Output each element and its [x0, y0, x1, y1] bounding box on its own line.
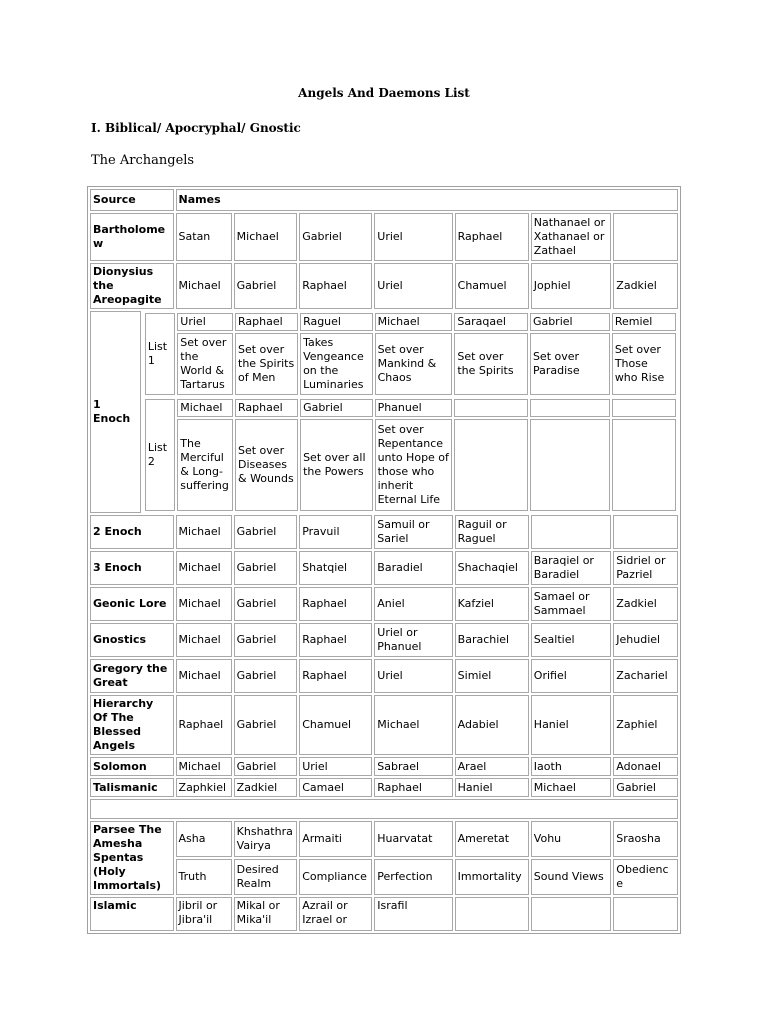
name-cell: Armaiti — [299, 821, 372, 857]
name-cell: Remiel — [612, 313, 676, 331]
name-cell: Gabriel — [300, 399, 373, 417]
name-cell: Gabriel — [234, 659, 298, 693]
name-cell: Michael — [234, 213, 298, 261]
table-row — [90, 213, 678, 261]
name-cell: Raphael — [299, 263, 372, 309]
role-cell: Set over Repentance unto Hope of those who inherit Eternal Life — [375, 419, 453, 511]
role-cell: Takes Vengeance on the Luminaries — [300, 333, 373, 395]
name-cell: Gabriel — [530, 313, 610, 331]
source-cell: Gregory the Great — [90, 659, 174, 693]
table-row — [90, 897, 678, 931]
name-cell: Gabriel — [234, 695, 298, 755]
name-cell: Michael — [176, 551, 232, 585]
name-cell: Haniel — [531, 695, 612, 755]
table-header-row — [90, 189, 678, 211]
name-cell: Kafziel — [455, 587, 529, 621]
name-cell — [454, 399, 528, 417]
name-cell — [612, 399, 676, 417]
spacer-cell — [90, 799, 678, 819]
name-cell: Chamuel — [455, 263, 529, 309]
name-cell: Iaoth — [531, 757, 612, 776]
name-cell: Uriel — [177, 313, 233, 331]
name-cell: Shatqiel — [299, 551, 372, 585]
subsection-heading: The Archangels — [91, 153, 195, 168]
parsee-meanings-row — [90, 859, 678, 895]
name-cell: Michael — [176, 757, 232, 776]
list2-roles-row — [145, 419, 676, 511]
list2-names-row — [145, 399, 676, 417]
enoch1-list2-table — [143, 397, 678, 513]
name-cell: Sabrael — [374, 757, 452, 776]
name-cell: Michael — [375, 313, 453, 331]
name-cell: Camael — [299, 778, 372, 797]
name-cell: Raphael — [299, 659, 372, 693]
table-row — [90, 263, 678, 309]
role-cell: Set over the Spirits of Men — [235, 333, 298, 395]
name-cell: Michael — [176, 587, 232, 621]
name-cell: Vohu — [531, 821, 612, 857]
list1-names-row — [145, 313, 676, 331]
name-cell: Raphael — [176, 695, 232, 755]
meaning-cell: Truth — [176, 859, 232, 895]
list1-roles-row — [145, 333, 676, 395]
meaning-cell: Desired Realm — [234, 859, 298, 895]
name-cell: Uriel — [374, 213, 452, 261]
name-cell: Uriel — [374, 263, 452, 309]
role-cell: Set over all the Powers — [300, 419, 373, 511]
name-cell: Raguel — [300, 313, 373, 331]
name-cell: Khshathra Vairya — [234, 821, 298, 857]
name-cell — [613, 213, 678, 261]
name-cell: Mikal or Mika'il — [234, 897, 298, 931]
name-cell: Michael — [374, 695, 452, 755]
name-cell: Samuil or Sariel — [374, 515, 452, 549]
source-cell: Geonic Lore — [90, 587, 174, 621]
name-cell: Haniel — [455, 778, 529, 797]
name-cell: Zadkiel — [234, 778, 298, 797]
name-cell: Zaphkiel — [176, 778, 232, 797]
source-cell: Talismanic — [90, 778, 174, 797]
role-cell — [530, 419, 610, 511]
name-cell: Uriel or Phanuel — [374, 623, 452, 657]
source-cell: Bartholomew — [90, 213, 174, 261]
name-cell: Raguil or Raguel — [455, 515, 529, 549]
source-cell: Parsee The Amesha Spentas (Holy Immortals) — [90, 821, 174, 895]
name-cell: Zadkiel — [613, 263, 678, 309]
name-cell: Baradiel — [374, 551, 452, 585]
name-cell: Adabiel — [455, 695, 529, 755]
name-cell: Pravuil — [299, 515, 372, 549]
name-cell: Gabriel — [234, 587, 298, 621]
name-cell: Adonael — [613, 757, 678, 776]
name-cell — [613, 515, 678, 549]
name-cell: Sealtiel — [531, 623, 612, 657]
name-cell: Gabriel — [613, 778, 678, 797]
name-cell: Aniel — [374, 587, 452, 621]
source-cell: 2 Enoch — [90, 515, 174, 549]
name-cell: Michael — [176, 263, 232, 309]
role-cell: Set over Diseases & Wounds — [235, 419, 298, 511]
name-cell — [531, 897, 612, 931]
name-cell: Raphael — [299, 587, 372, 621]
name-cell: Michael — [177, 399, 233, 417]
name-cell: Gabriel — [299, 213, 372, 261]
name-cell: Samael or Sammael — [531, 587, 612, 621]
meaning-cell: Perfection — [374, 859, 452, 895]
name-cell: Arael — [455, 757, 529, 776]
name-cell: Chamuel — [299, 695, 372, 755]
list-label: List 2 — [145, 399, 175, 511]
name-cell: Raphael — [235, 313, 298, 331]
source-cell: Solomon — [90, 757, 174, 776]
source-header: Source — [90, 189, 174, 211]
name-cell: Baraqiel or Baradiel — [531, 551, 612, 585]
name-cell: Michael — [176, 623, 232, 657]
role-cell: Set over the Spirits — [454, 333, 528, 395]
role-cell: Set over Paradise — [530, 333, 610, 395]
name-cell: Raphael — [299, 623, 372, 657]
name-cell: Michael — [176, 515, 232, 549]
name-cell — [531, 515, 612, 549]
name-cell: Huarvatat — [374, 821, 452, 857]
name-cell: Nathanael or Xathanael or Zathael — [531, 213, 612, 261]
document-title: Angels And Daemons List — [298, 86, 470, 100]
enoch1-list1-table — [143, 311, 678, 397]
name-cell: Michael — [176, 659, 232, 693]
spacer-row — [90, 799, 678, 819]
table-row — [90, 515, 678, 549]
name-cell: Jehudiel — [613, 623, 678, 657]
names-header: Names — [176, 189, 678, 211]
source-cell: Islamic — [90, 897, 174, 931]
name-cell — [455, 897, 529, 931]
parsee-names-row — [90, 821, 678, 857]
name-cell: Uriel — [299, 757, 372, 776]
table-row — [90, 551, 678, 585]
name-cell — [613, 897, 678, 931]
name-cell: Zaphiel — [613, 695, 678, 755]
role-cell: The Merciful & Long-suffering — [177, 419, 233, 511]
name-cell: Satan — [176, 213, 232, 261]
table-row — [90, 778, 678, 797]
source-cell: Hierarchy Of The Blessed Angels — [90, 695, 174, 755]
name-cell: Gabriel — [234, 263, 298, 309]
name-cell: Gabriel — [234, 757, 298, 776]
name-cell: Phanuel — [375, 399, 453, 417]
name-cell: Zadkiel — [613, 587, 678, 621]
name-cell: Sraosha — [613, 821, 678, 857]
name-cell: Israfil — [374, 897, 452, 931]
meaning-cell: Sound Views — [531, 859, 612, 895]
name-cell: Orifiel — [531, 659, 612, 693]
list-label: List 1 — [145, 313, 175, 395]
meaning-cell: Compliance — [299, 859, 372, 895]
name-cell: Raphael — [235, 399, 298, 417]
name-cell: Saraqael — [454, 313, 528, 331]
section-heading: I. Biblical/ Apocryphal/ Gnostic — [91, 121, 301, 135]
name-cell: Gabriel — [234, 623, 298, 657]
archangels-table — [87, 186, 681, 934]
name-cell: Sidriel or Pazriel — [613, 551, 678, 585]
name-cell: Jibril or Jibra'il — [176, 897, 232, 931]
name-cell: Asha — [176, 821, 232, 857]
name-cell: Shachaqiel — [455, 551, 529, 585]
name-cell: Simiel — [455, 659, 529, 693]
table-row — [90, 757, 678, 776]
name-cell: Jophiel — [531, 263, 612, 309]
name-cell: Uriel — [374, 659, 452, 693]
source-cell: 3 Enoch — [90, 551, 174, 585]
enoch1-lists — [143, 311, 678, 513]
role-cell — [612, 419, 676, 511]
source-cell: 1 Enoch — [90, 311, 141, 513]
table-row — [90, 695, 678, 755]
role-cell: Set over Those who Rise — [612, 333, 676, 395]
role-cell: Set over Mankind & Chaos — [375, 333, 453, 395]
source-cell: Gnostics — [90, 623, 174, 657]
name-cell: Gabriel — [234, 551, 298, 585]
name-cell: Ameretat — [455, 821, 529, 857]
name-cell: Gabriel — [234, 515, 298, 549]
meaning-cell: Obedience — [613, 859, 678, 895]
name-cell: Azrail or Izrael or — [299, 897, 372, 931]
name-cell: Michael — [531, 778, 612, 797]
name-cell: Zachariel — [613, 659, 678, 693]
role-cell — [454, 419, 528, 511]
name-cell: Barachiel — [455, 623, 529, 657]
name-cell — [530, 399, 610, 417]
source-cell: Dionysius the Areopagite — [90, 263, 174, 309]
role-cell: Set over the World & Tartarus — [177, 333, 233, 395]
meaning-cell: Immortality — [455, 859, 529, 895]
name-cell: Raphael — [374, 778, 452, 797]
table-row — [90, 587, 678, 621]
enoch1-row — [90, 311, 678, 513]
table-row — [90, 659, 678, 693]
table-row — [90, 623, 678, 657]
name-cell: Raphael — [455, 213, 529, 261]
